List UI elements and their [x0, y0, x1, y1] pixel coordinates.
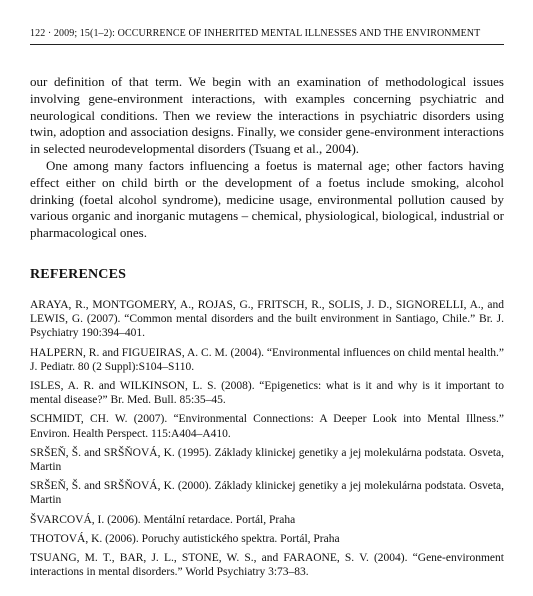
body-text [30, 74, 504, 242]
references-heading: REFERENCES [30, 267, 127, 282]
header-rule [30, 44, 504, 45]
reference-item: ISLES, A. R. and WILKINSON, L. S. (2008). “Epigenetics: what is it and why is it important to mental disease?” Br. Med. Bull. 85:35–45. [30, 380, 504, 407]
reference-item: HALPERN, R. and FIGUEIRAS, A. C. M. (2004). “Environmental influences on child mental health.” J. Pediatr. 80 (2 Suppl):S104–S110. [30, 346, 504, 373]
reference-item: TSUANG, M. T., BAR, J. L., STONE, W. S., and FARAONE, S. V. (2004). “Gene-environment interactions in mental disorders.” World Psychiatry 3:73–83. [30, 552, 504, 579]
reference-item: ŠVARCOVÁ, I. (2006). Mentální retardace. Portál, Praha [30, 513, 296, 526]
reference-item: SRŠEŇ, Š. and SRŠŇOVÁ, K. (2000). Základy klinickej genetiky a jej molekulárna podstata. Osveta, Martin [30, 480, 504, 507]
reference-item: SRŠEŇ, Š. and SRŠŇOVÁ, K. (1995). Základy klinickej genetiky a jej molekulárna podstata. Osveta, Martin [30, 446, 504, 474]
document-page [30, 0, 504, 596]
running-header: 122 · 2009; 15(1–2): OCCURRENCE OF INHERITED MENTAL ILLNESSES AND THE ENVIRONMENT [30, 28, 481, 39]
reference-item: SCHMIDT, CH. W. (2007). “Environmental Connections: A Deeper Look into Mental Illness.” Environ. Health Perspect. 115:A404–A410. [30, 413, 504, 440]
body-paragraph: One among many factors influencing a foetus is maternal age; other factors having effect either on child birth or the development of a foetus include smoking, alcohol drinking (foetal alcohol syndrome), medicine usage, environmental pollution caused by various organic and inorganic mutagens – chemical, physiological, biological, industrial or pharmacological ones. [30, 157, 504, 241]
reference-list [30, 298, 504, 584]
reference-item: ARAYA, R., MONTGOMERY, A., ROJAS, G., FRITSCH, R., SOLIS, J. D., SIGNORELLI, A., and LEWIS, G. (2007). “Common mental disorders and the built environment in Santiago, Chile.” Br. J. Psychiatry 190:394–401. [30, 299, 504, 340]
reference-item: THOTOVÁ, K. (2006). Poruchy autistického spektra. Portál, Praha [30, 532, 340, 545]
body-paragraph: our definition of that term. We begin with an examination of methodological issues involving gene-environment interactions, with examples concerning psychiatric and neurological conditions. Then we review the interactions in psychiatric disorders using twin, adoption and association designs. Finally, we consider gene-environment interactions in selected neurodevelopmental disorders (Tsuang et al., 2004). [30, 74, 504, 157]
